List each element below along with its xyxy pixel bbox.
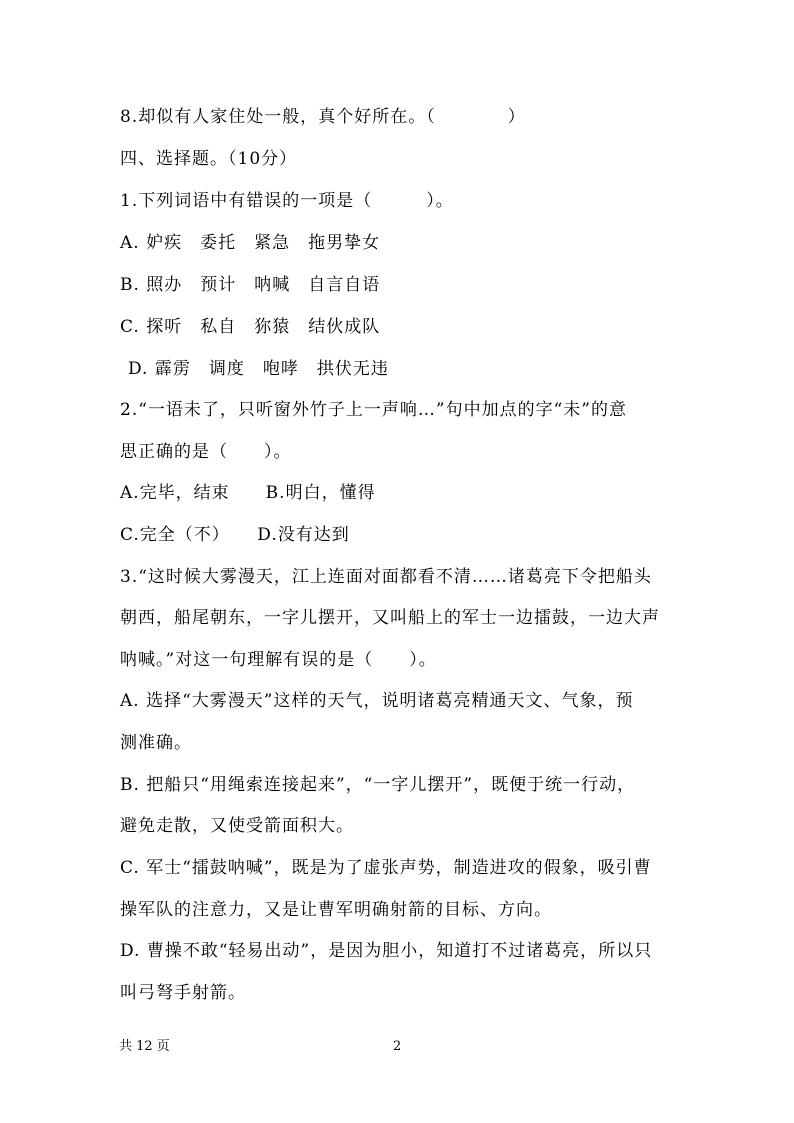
question-3-option-a-line-2: 测准确。 xyxy=(120,733,192,753)
question-1-option-a: A. 妒疾 委托 紧急 拖男挚女 xyxy=(120,233,381,253)
question-3-stem-line-1: 3.“这时候大雾漫天，江上连面对面都看不清……诸葛亮下令把船头 xyxy=(120,567,652,587)
page-number: 2 xyxy=(393,1039,402,1054)
question-2-stem-line-1: 2.“一语未了，只听窗外竹子上一声响…”句中加点的字“未”的意 xyxy=(120,400,627,420)
question-3-stem-line-2: 朝西，船尾朝东，一字儿摆开，又叫船上的军士一边擂鼓，一边大声 xyxy=(120,608,660,628)
section-heading: 四、选择题。（10分） xyxy=(120,149,298,169)
question-3-stem-line-3: 呐喊。”对这一句理解有误的是（ ）。 xyxy=(120,650,437,670)
question-3-option-c-line-2: 操军队的注意力，又是让曹军明确射箭的目标、方向。 xyxy=(120,900,552,920)
question-3-option-b-line-1: B. 把船只“用绳索连接起来”，“一字儿摆开”，既便于统一行动， xyxy=(120,775,636,795)
question-1-option-c: C. 探听 私自 狝猿 结伙成队 xyxy=(120,317,381,337)
question-3-option-a-line-1: A. 选择“大雾漫天”这样的天气，说明诸葛亮精通天文、气象，预 xyxy=(120,691,634,711)
question-1-option-b: B. 照办 预计 呐喊 自言自语 xyxy=(120,275,381,295)
question-2-stem-line-2: 思正确的是（ ）。 xyxy=(120,442,292,462)
page-count: 共 12 页 xyxy=(119,1039,170,1054)
question-1-stem: 1.下列词语中有错误的一项是（ ）。 xyxy=(120,191,454,211)
question-8-line: 8.却似有人家住处一般，真个好所在。（ ） xyxy=(120,107,526,127)
question-3-option-d-line-2: 叫弓弩手射箭。 xyxy=(120,983,246,1003)
question-3-option-d-line-1: D. 曹操不敢“轻易出动”，是因为胆小，知道打不过诸葛亮，所以只 xyxy=(120,941,653,961)
question-1-option-d: D. 霹雳 调度 咆哮 拱伏无违 xyxy=(128,359,389,379)
question-2-options-ab: A.完毕，结束 B.明白，懂得 xyxy=(120,483,376,503)
question-2-options-cd: C.完全（不） D.没有达到 xyxy=(120,525,350,545)
question-3-option-c-line-1: C. 军士“擂鼓呐喊”，既是为了虚张声势，制造进攻的假象，吸引曹 xyxy=(120,858,652,878)
question-3-option-b-line-2: 避免走散，又使受箭面积大。 xyxy=(120,816,354,836)
